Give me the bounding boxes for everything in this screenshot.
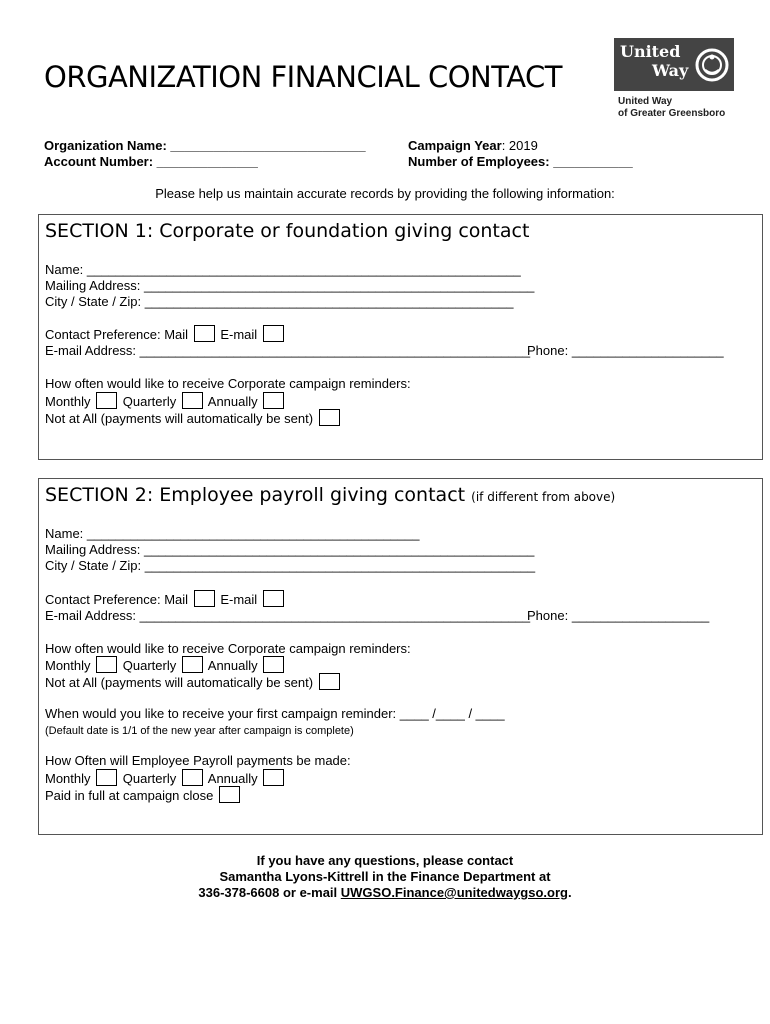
finance-email-link[interactable]: UWGSO.Finance@unitedwaygso.org [340, 885, 568, 900]
footer-line-3 [0, 885, 770, 901]
s2-paid-in-full-label: Paid in full at campaign close [45, 788, 214, 803]
logo-caption-line1: United Way [618, 96, 673, 107]
s1-monthly-label: Monthly [45, 394, 91, 409]
s2-annually-checkbox[interactable] [263, 656, 284, 673]
logo-caption-line2: of Greater Greensboro [618, 108, 726, 119]
campaign-year-value: : 2019 [501, 138, 538, 153]
s1-email-option-label: E-mail [220, 327, 258, 342]
s1-contact-pref-label: Contact Preference: Mail [45, 327, 189, 342]
number-of-employees-field: Number of Employees: ___________ [408, 154, 633, 169]
s2-email-address-field[interactable]: E-mail Address: ______________________________________________________ [45, 608, 531, 623]
s2-email-option-label: E-mail [220, 592, 258, 607]
logo-badge [614, 38, 734, 91]
s2-first-reminder-date-field[interactable]: When would you like to receive your first campaign reminder: ____ /____ / ____ [45, 706, 505, 721]
footer-period: . [567, 885, 572, 900]
s2-contact-pref-label: Contact Preference: Mail [45, 592, 189, 607]
s2-email-checkbox[interactable] [263, 590, 284, 607]
campaign-year [408, 138, 538, 154]
contact-footer [0, 853, 770, 901]
campaign-year-label: Campaign Year [408, 138, 502, 153]
s2-reminders-question: How often would like to receive Corporate campaign reminders: [45, 641, 411, 656]
footer-line-2: Samantha Lyons-Kittrell in the Finance Department at [219, 869, 551, 884]
s2-not-at-all-label: Not at All (payments will automatically be sent) [45, 675, 314, 690]
section-1 [38, 214, 763, 460]
s2-paid-in-full-checkbox[interactable] [219, 786, 240, 803]
s2-not-at-all-option [45, 673, 342, 691]
s1-name-field[interactable]: Name: ____________________________________________________________ [45, 262, 521, 277]
s2-monthly-checkbox[interactable] [96, 656, 117, 673]
s1-annually-label: Annually [207, 394, 258, 409]
s2-name-field[interactable]: Name: ______________________________________________ [45, 526, 420, 541]
s1-not-at-all-label: Not at All (payments will automatically be sent) [45, 411, 314, 426]
hand-person-icon [694, 46, 730, 84]
s2-city-state-zip-field[interactable]: City / State / Zip: ______________________________________________________ [45, 558, 536, 573]
s2-contact-preference [45, 590, 286, 608]
s2-reminder-frequency [45, 656, 286, 674]
s2-payroll-annually-label: Annually [207, 771, 258, 786]
s2-monthly-label: Monthly [45, 658, 91, 673]
s1-reminder-frequency [45, 392, 286, 410]
footer-line-1: If you have any questions, please contact [256, 853, 514, 868]
s1-mailing-address-field[interactable]: Mailing Address: ______________________________________________________ [45, 278, 535, 293]
logo-word-united: United [620, 42, 681, 61]
s2-mailing-address-field[interactable]: Mailing Address: ______________________________________________________ [45, 542, 535, 557]
s2-payroll-monthly-label: Monthly [45, 771, 91, 786]
s2-not-at-all-checkbox[interactable] [319, 673, 340, 690]
s1-not-at-all-option [45, 409, 342, 427]
section-2-title [45, 484, 615, 506]
s1-email-checkbox[interactable] [263, 325, 284, 342]
section-2-title-note: (if different from above) [471, 490, 616, 504]
s2-paid-in-full-option [45, 786, 242, 804]
s2-payroll-question: How Often will Employee Payroll payments be made: [45, 753, 351, 768]
footer-phone: 336-378-6608 or e-mail [198, 885, 341, 900]
s1-annually-checkbox[interactable] [263, 392, 284, 409]
s2-payroll-quarterly-checkbox[interactable] [182, 769, 203, 786]
s2-quarterly-label: Quarterly [122, 658, 177, 673]
united-way-logo [614, 38, 734, 122]
s1-quarterly-checkbox[interactable] [182, 392, 203, 409]
s2-mail-checkbox[interactable] [194, 590, 215, 607]
s2-payroll-quarterly-label: Quarterly [122, 771, 177, 786]
intro-text: Please help us maintain accurate records by providing the following information: [155, 186, 615, 201]
s1-phone-field[interactable]: Phone: _____________________ [527, 343, 724, 358]
s2-phone-field[interactable]: Phone: ___________________ [527, 608, 710, 623]
s2-payroll-monthly-checkbox[interactable] [96, 769, 117, 786]
logo-word-way: Way [652, 61, 689, 80]
s1-email-address-field[interactable]: E-mail Address: ______________________________________________________ [45, 343, 531, 358]
s1-reminders-question: How often would like to receive Corporate campaign reminders: [45, 376, 411, 391]
s1-city-state-zip-field[interactable]: City / State / Zip: ___________________________________________________ [45, 294, 514, 309]
page-title: ORGANIZATION FINANCIAL CONTACT [44, 60, 562, 94]
s2-payroll-frequency [45, 769, 286, 787]
section-2-title-text: SECTION 2: Employee payroll giving contact [45, 484, 466, 506]
s2-quarterly-checkbox[interactable] [182, 656, 203, 673]
s1-monthly-checkbox[interactable] [96, 392, 117, 409]
section-1-title: SECTION 1: Corporate or foundation giving contact [45, 220, 530, 242]
s1-not-at-all-checkbox[interactable] [319, 409, 340, 426]
s2-annually-label: Annually [207, 658, 258, 673]
s2-default-date-note: (Default date is 1/1 of the new year after campaign is complete) [45, 725, 354, 737]
organization-name-field: Organization Name: ___________________________ [44, 138, 366, 153]
s1-quarterly-label: Quarterly [122, 394, 177, 409]
account-number-field: Account Number: ______________ [44, 154, 258, 169]
s2-payroll-annually-checkbox[interactable] [263, 769, 284, 786]
s1-contact-preference [45, 325, 286, 343]
section-2 [38, 478, 763, 835]
s1-mail-checkbox[interactable] [194, 325, 215, 342]
